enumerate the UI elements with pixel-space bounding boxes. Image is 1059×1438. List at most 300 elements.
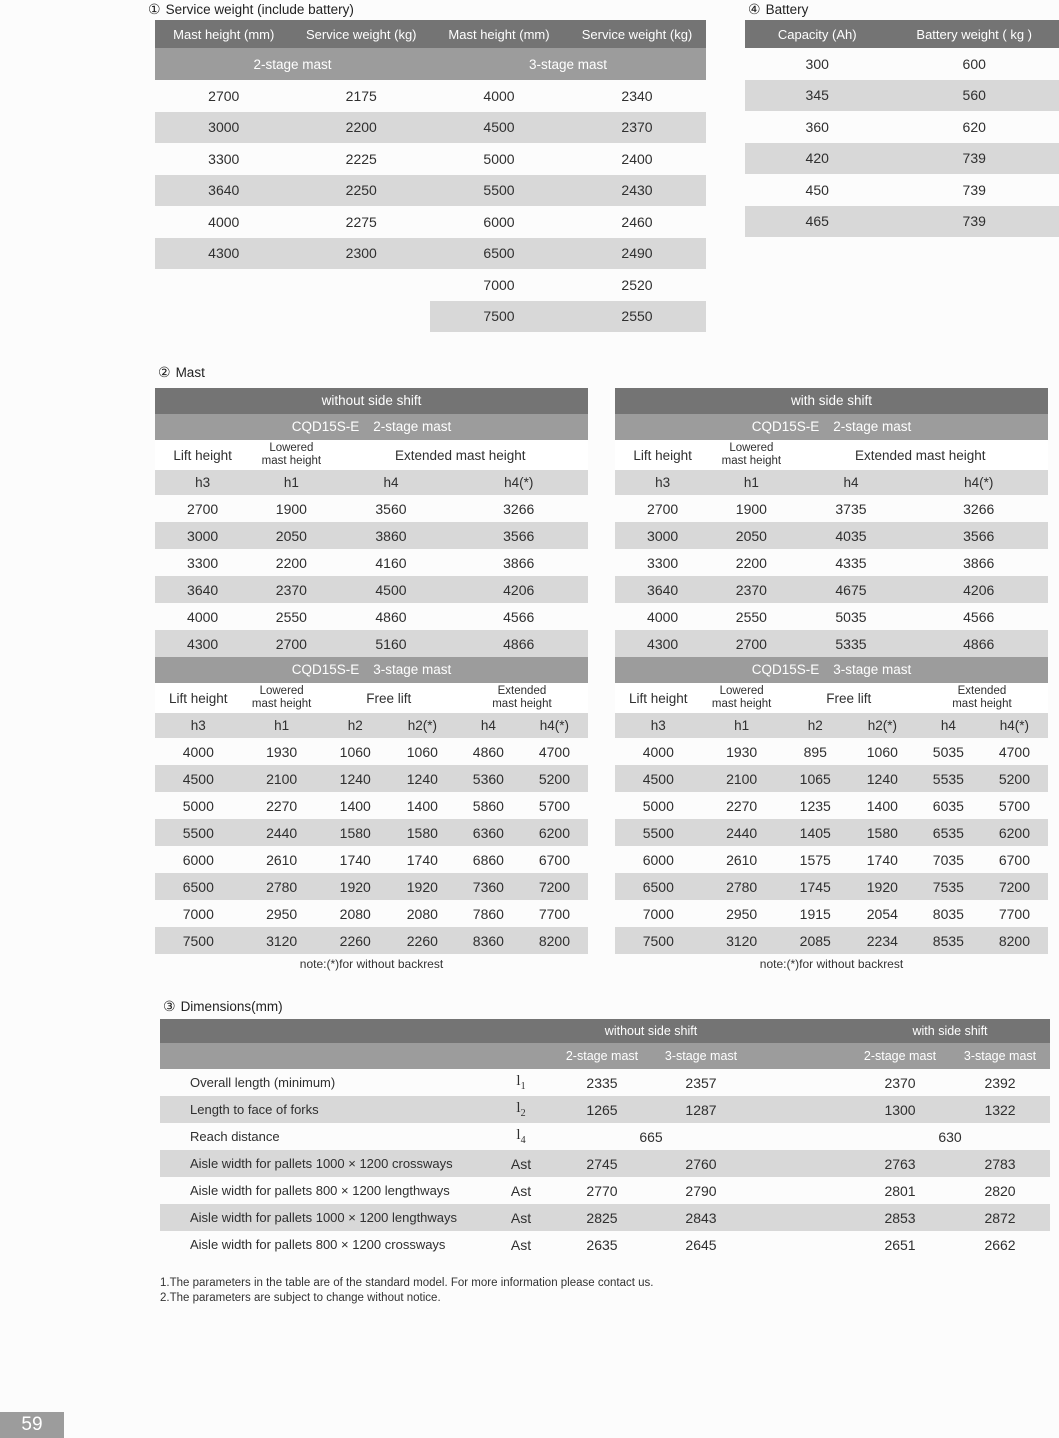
table-cell: 5000 xyxy=(483,150,515,167)
table-cell: 3266 xyxy=(963,500,995,517)
sub-header: 3-stage mast xyxy=(950,1043,1050,1069)
table-cell: 1580 xyxy=(322,819,389,846)
table-cell: 2200 xyxy=(293,112,431,144)
table-row xyxy=(155,819,588,846)
table-cell: 2370 xyxy=(710,576,792,603)
table-cell: 2050 xyxy=(250,522,332,549)
table-cell: $l_4$ xyxy=(516,1127,526,1146)
table-cell: Aisle width for pallets 800 × 1200 lengthways xyxy=(190,1183,450,1198)
table-row xyxy=(155,603,588,630)
table-cell: 2440 xyxy=(242,819,322,846)
table-cell: 2550 xyxy=(735,608,767,625)
table-cell: 2635 xyxy=(586,1236,618,1253)
mast-3stage-table xyxy=(615,683,1048,954)
table-cell: 4300 xyxy=(155,238,293,270)
table-cell: 1920 xyxy=(849,873,916,900)
table-cell: 2783 xyxy=(950,1150,1050,1177)
table-cell: 2651 xyxy=(884,1236,916,1253)
table-row xyxy=(430,175,706,207)
code-header: h1 xyxy=(250,470,332,495)
table-cell: 1930 xyxy=(726,743,758,760)
dimensions-table xyxy=(160,1019,1050,1258)
table-row xyxy=(430,269,706,301)
table-cell: 1740 xyxy=(406,851,438,868)
table-cell: 2490 xyxy=(568,238,706,270)
table-cell: 2550 xyxy=(568,301,706,333)
table-cell: 1580 xyxy=(849,819,916,846)
service-weight-table-2stage xyxy=(155,20,430,269)
mast-note: note:(*)for without backrest xyxy=(299,957,444,971)
table-cell: 2370 xyxy=(250,576,332,603)
table-cell: 2610 xyxy=(266,851,298,868)
group-header-without-sideshift: without side shift xyxy=(552,1019,750,1043)
table-row xyxy=(615,549,1048,576)
table-cell: 2085 xyxy=(782,927,849,954)
table-cell: 4000 xyxy=(642,743,674,760)
code-header: h3 xyxy=(155,470,250,495)
table-cell: 4035 xyxy=(793,522,910,549)
table-row xyxy=(430,80,706,112)
table-cell: 2610 xyxy=(726,851,758,868)
table-cell: 8360 xyxy=(456,927,521,954)
table-cell: 1265 xyxy=(552,1096,652,1123)
table-cell: 2700 xyxy=(710,630,792,657)
table-cell: 2801 xyxy=(884,1182,916,1199)
col-header: Battery weight ( kg ) xyxy=(889,20,1059,48)
table-cell: 1060 xyxy=(339,743,371,760)
sub-header: 2-stage mast xyxy=(552,1043,652,1069)
table-row xyxy=(155,738,588,765)
mast-title-text: Mast xyxy=(175,365,205,380)
table-cell: 300 xyxy=(805,55,829,72)
table-cell: 1920 xyxy=(389,873,456,900)
table-cell: 4206 xyxy=(449,576,588,603)
table-row xyxy=(745,206,1059,238)
table-cell: Ast xyxy=(510,1236,532,1253)
model-code: CQD15S-E xyxy=(291,662,360,677)
table-cell: 2763 xyxy=(850,1150,950,1177)
table-row xyxy=(615,819,1048,846)
table-cell: 5335 xyxy=(793,630,910,657)
table-cell: Length to face of forks xyxy=(160,1096,490,1123)
table-cell: 3735 xyxy=(835,500,867,517)
table-cell: 1900 xyxy=(735,500,767,517)
code-header: h2(*) xyxy=(389,713,456,738)
col-header: Lowered mast height xyxy=(702,683,782,713)
table-cell: 2370 xyxy=(884,1074,916,1091)
table-row xyxy=(160,1204,1050,1231)
table-cell: 1060 xyxy=(406,743,438,760)
dimensions-title-text: Dimensions(mm) xyxy=(180,999,283,1014)
table-cell: 5500 xyxy=(155,819,242,846)
table-cell: 4206 xyxy=(909,576,1048,603)
col-header: Lift height xyxy=(155,440,250,470)
table-row xyxy=(160,1150,1050,1177)
table-cell: 5360 xyxy=(456,765,521,792)
col-header: Extended mast height xyxy=(916,683,1048,713)
table-row xyxy=(615,522,1048,549)
table-cell: 6500 xyxy=(615,873,702,900)
table-cell: 2050 xyxy=(710,522,792,549)
table-cell: 739 xyxy=(889,206,1059,238)
table-row xyxy=(155,175,430,207)
code-header: h4 xyxy=(333,470,450,495)
code-header: h2(*) xyxy=(849,713,916,738)
table-cell: 2270 xyxy=(266,797,298,814)
table-cell: 2745 xyxy=(552,1150,652,1177)
code-header: h4(*) xyxy=(449,470,588,495)
table-cell: 7500 xyxy=(430,301,568,333)
table-cell: 6700 xyxy=(538,851,570,868)
table-row xyxy=(160,1177,1050,1204)
table-cell: Aisle width for pallets 1000 × 1200 lengthways xyxy=(160,1204,490,1231)
mast-model-header-3stage xyxy=(615,657,1048,683)
table-cell: 5700 xyxy=(998,797,1030,814)
table-cell: 2700 xyxy=(250,630,332,657)
table-cell xyxy=(750,1123,850,1150)
table-cell: 5500 xyxy=(615,819,702,846)
table-cell: 600 xyxy=(962,55,986,72)
table-row xyxy=(615,738,1048,765)
mast-type-label: 3-stage mast xyxy=(373,662,452,677)
table-cell: 4335 xyxy=(835,554,867,571)
table-cell: 5700 xyxy=(538,797,570,814)
table-cell: 5200 xyxy=(521,765,588,792)
table-row xyxy=(615,927,1048,954)
table-row xyxy=(430,112,706,144)
table-cell: 2357 xyxy=(685,1074,717,1091)
table-cell: 2780 xyxy=(702,873,782,900)
table-cell: 1575 xyxy=(799,851,831,868)
table-cell: 2700 xyxy=(647,500,679,517)
table-cell: 739 xyxy=(889,143,1059,175)
table-cell: 2260 xyxy=(322,927,389,954)
table-cell: 7535 xyxy=(916,873,981,900)
table-cell: 7200 xyxy=(521,873,588,900)
table-cell: 6535 xyxy=(916,819,981,846)
battery-title xyxy=(748,1,808,18)
table-cell: 3266 xyxy=(503,500,535,517)
col-header: Lowered mast height xyxy=(710,440,792,470)
table-row xyxy=(745,80,1059,112)
table-cell: Reach distance xyxy=(190,1129,280,1144)
table-cell: 3566 xyxy=(449,522,588,549)
table-cell: 6360 xyxy=(456,819,521,846)
table-cell: 560 xyxy=(889,80,1059,112)
table-row xyxy=(160,1096,1050,1123)
table-row xyxy=(155,927,588,954)
table-cell: 3640 xyxy=(615,576,710,603)
table-cell: 4675 xyxy=(793,576,910,603)
col-header: Lowered mast height xyxy=(250,440,332,470)
table-cell: Ast xyxy=(490,1204,552,1231)
code-header: h1 xyxy=(242,713,322,738)
code-header: h4 xyxy=(793,470,910,495)
table-row xyxy=(430,301,706,333)
table-cell: 3000 xyxy=(155,112,293,144)
table-row xyxy=(155,238,430,270)
table-row xyxy=(745,111,1059,143)
table-cell: 7700 xyxy=(998,905,1030,922)
table-cell: 6035 xyxy=(932,797,964,814)
table-cell: 5860 xyxy=(472,797,504,814)
table-cell: 4500 xyxy=(430,112,568,144)
col-header: Extended mast height xyxy=(793,440,1048,470)
table-cell: 4000 xyxy=(208,213,240,230)
table-cell: 1580 xyxy=(389,819,456,846)
table-cell: 4860 xyxy=(375,608,407,625)
col-header: Extended mast height xyxy=(333,440,588,470)
table-cell: 1240 xyxy=(389,765,456,792)
table-cell: 1400 xyxy=(339,797,371,814)
table-cell: 4000 xyxy=(483,87,515,104)
table-row xyxy=(155,143,430,175)
table-cell: 4866 xyxy=(909,630,1048,657)
table-cell: 2200 xyxy=(735,554,767,571)
table-cell: 3300 xyxy=(647,554,679,571)
table-cell: 1300 xyxy=(850,1096,950,1123)
table-cell: 6000 xyxy=(182,851,214,868)
table-cell: 7860 xyxy=(472,905,504,922)
table-row xyxy=(155,522,588,549)
table-cell: 6000 xyxy=(483,213,515,230)
table-cell xyxy=(750,1096,850,1123)
col-header: Service weight (kg) xyxy=(568,20,706,48)
table-row xyxy=(155,80,430,112)
table-cell: 2825 xyxy=(552,1204,652,1231)
table-cell: 5035 xyxy=(835,608,867,625)
table-cell: 450 xyxy=(805,181,829,198)
table-cell: 4500 xyxy=(333,576,450,603)
table-cell: 2340 xyxy=(621,87,653,104)
col-header: Capacity (Ah) xyxy=(745,20,889,48)
col-header: Mast height (mm) xyxy=(155,20,293,48)
table-cell: 7200 xyxy=(981,873,1048,900)
table-cell: 2275 xyxy=(345,213,377,230)
table-cell: 2200 xyxy=(275,554,307,571)
table-cell: 4000 xyxy=(182,743,214,760)
table-cell: 2440 xyxy=(702,819,782,846)
table-cell: 665 xyxy=(639,1128,663,1145)
table-cell: 2645 xyxy=(685,1236,717,1253)
table-cell: 4000 xyxy=(187,608,219,625)
table-cell: 7500 xyxy=(615,927,702,954)
table-cell: 2370 xyxy=(568,112,706,144)
footnote-1: 1.The parameters in the table are of the standard model. For more information please contact us. xyxy=(160,1277,654,1289)
table-cell: 5200 xyxy=(981,765,1048,792)
circled-1-badge: ① xyxy=(148,1,161,17)
model-code: CQD15S-E xyxy=(751,419,820,434)
page-number-badge: 59 xyxy=(0,1412,64,1438)
table-row xyxy=(615,603,1048,630)
group-header-with-sideshift: with side shift xyxy=(850,1019,1050,1043)
table-row xyxy=(430,206,706,238)
table-cell: 2460 xyxy=(621,213,653,230)
table-cell: 2872 xyxy=(950,1204,1050,1231)
table-cell: 2250 xyxy=(293,175,431,207)
table-cell: 1400 xyxy=(866,797,898,814)
table-row xyxy=(155,206,430,238)
battery-title-text: Battery xyxy=(765,2,809,17)
table-cell: 1065 xyxy=(782,765,849,792)
table-row xyxy=(745,174,1059,206)
table-cell: 2225 xyxy=(345,150,377,167)
table-cell: 1405 xyxy=(782,819,849,846)
table-row xyxy=(155,112,430,144)
table-cell: 2662 xyxy=(984,1236,1016,1253)
table-cell: 4866 xyxy=(449,630,588,657)
col-header: Free lift xyxy=(782,683,916,713)
table-row xyxy=(615,873,1048,900)
col-header: Extended mast height xyxy=(456,683,588,713)
table-cell: 6000 xyxy=(642,851,674,868)
table-cell: 465 xyxy=(745,206,889,238)
mast-model-header-2stage xyxy=(155,414,588,440)
mast-3stage-table xyxy=(155,683,588,954)
table-row xyxy=(155,765,588,792)
table-cell: 3000 xyxy=(615,522,710,549)
col-header: Lift height xyxy=(615,440,710,470)
code-header: h4 xyxy=(916,713,981,738)
table-cell: 4566 xyxy=(963,608,995,625)
footnote-2: 2.The parameters are subject to change without notice. xyxy=(160,1292,441,1304)
mast-title xyxy=(158,364,205,381)
table-row xyxy=(615,846,1048,873)
table-cell: 2100 xyxy=(242,765,322,792)
empty-header xyxy=(160,1043,552,1069)
table-cell: Aisle width for pallets 1000 × 1200 crossways xyxy=(160,1150,490,1177)
table-cell: 3866 xyxy=(503,554,535,571)
table-cell: 630 xyxy=(938,1128,962,1145)
table-cell: 2175 xyxy=(345,87,377,104)
table-cell: 1900 xyxy=(275,500,307,517)
table-cell: 4000 xyxy=(647,608,679,625)
mast-model-header-3stage xyxy=(155,657,588,683)
code-header: h3 xyxy=(615,713,702,738)
table-cell: 1920 xyxy=(322,873,389,900)
table-cell: 1740 xyxy=(866,851,898,868)
table-row xyxy=(745,48,1059,80)
table-row xyxy=(155,873,588,900)
table-cell: 2234 xyxy=(849,927,916,954)
table-cell: 2400 xyxy=(621,150,653,167)
table-cell: 2820 xyxy=(984,1182,1016,1199)
spacer-header xyxy=(750,1043,850,1069)
mast-panel-without-sideshift xyxy=(155,388,588,971)
table-cell: 1745 xyxy=(782,873,849,900)
service-weight-table-3stage xyxy=(430,20,706,332)
table-cell: 1060 xyxy=(866,743,898,760)
table-row xyxy=(160,1069,1050,1096)
table-cell: 2760 xyxy=(652,1150,750,1177)
table-row xyxy=(615,765,1048,792)
table-cell: 2950 xyxy=(266,905,298,922)
mast-panel-header: without side shift xyxy=(155,388,588,414)
table-cell: 345 xyxy=(745,80,889,112)
table-cell: 4566 xyxy=(503,608,535,625)
table-cell: 3640 xyxy=(155,576,250,603)
table-cell: 8535 xyxy=(916,927,981,954)
table-cell: 6700 xyxy=(998,851,1030,868)
mast-panel-with-sideshift xyxy=(615,388,1048,971)
table-cell: 2520 xyxy=(621,276,653,293)
table-cell: 1240 xyxy=(849,765,916,792)
table-cell: 6200 xyxy=(981,819,1048,846)
col-header: Service weight (kg) xyxy=(293,20,431,48)
table-cell: Overall length (minimum) xyxy=(190,1075,336,1090)
col-header: Lift height xyxy=(155,683,242,713)
table-cell: 4300 xyxy=(155,630,250,657)
table-cell: 360 xyxy=(805,118,829,135)
service-weight-section xyxy=(155,20,706,332)
table-cell xyxy=(750,1204,850,1231)
table-cell: 2770 xyxy=(586,1182,618,1199)
table-cell xyxy=(750,1069,850,1096)
table-cell: 3866 xyxy=(963,554,995,571)
table-row xyxy=(160,1123,1050,1150)
table-cell: 5000 xyxy=(642,797,674,814)
battery-table xyxy=(745,20,1059,237)
table-cell: 3566 xyxy=(909,522,1048,549)
mast-type-label: 3-stage mast xyxy=(833,662,912,677)
table-row xyxy=(615,630,1048,657)
table-cell: 3000 xyxy=(155,522,250,549)
table-cell: 3300 xyxy=(208,150,240,167)
col-header: Lowered mast height xyxy=(242,683,322,713)
code-header: h3 xyxy=(615,470,710,495)
table-cell: 3120 xyxy=(702,927,782,954)
table-cell: 5035 xyxy=(932,743,964,760)
table-row xyxy=(155,900,588,927)
code-header: h1 xyxy=(710,470,792,495)
table-cell: $l_2$ xyxy=(490,1096,552,1123)
table-row xyxy=(615,792,1048,819)
table-row xyxy=(155,792,588,819)
mast-2stage-table xyxy=(615,440,1048,657)
table-cell: 1240 xyxy=(322,765,389,792)
table-cell: 2700 xyxy=(208,87,240,104)
circled-4-badge: ④ xyxy=(748,1,761,17)
table-cell: 1930 xyxy=(266,743,298,760)
table-cell: 7360 xyxy=(456,873,521,900)
code-header: h3 xyxy=(155,713,242,738)
table-cell: 8200 xyxy=(521,927,588,954)
table-row xyxy=(160,1231,1050,1258)
table-cell: 2054 xyxy=(866,905,898,922)
table-cell: 4160 xyxy=(375,554,407,571)
dimensions-title xyxy=(163,998,283,1015)
table-cell: 420 xyxy=(745,143,889,175)
table-cell: 3640 xyxy=(155,175,293,207)
code-header: h1 xyxy=(702,713,782,738)
table-cell: 1400 xyxy=(406,797,438,814)
table-cell: 4860 xyxy=(472,743,504,760)
table-cell: 2270 xyxy=(726,797,758,814)
table-cell: 2300 xyxy=(293,238,431,270)
table-cell: 6860 xyxy=(472,851,504,868)
table-cell: 2790 xyxy=(685,1182,717,1199)
group-header-3stage: 3-stage mast xyxy=(430,48,706,80)
service-weight-title-text: Service weight (include battery) xyxy=(165,2,354,17)
circled-3-badge: ③ xyxy=(163,998,176,1014)
table-cell: 2080 xyxy=(339,905,371,922)
table-cell: 4700 xyxy=(538,743,570,760)
table-cell: 8200 xyxy=(981,927,1048,954)
code-header: h2 xyxy=(782,713,849,738)
table-cell: 2335 xyxy=(586,1074,618,1091)
table-cell: 6500 xyxy=(430,238,568,270)
table-cell: 4500 xyxy=(615,765,702,792)
